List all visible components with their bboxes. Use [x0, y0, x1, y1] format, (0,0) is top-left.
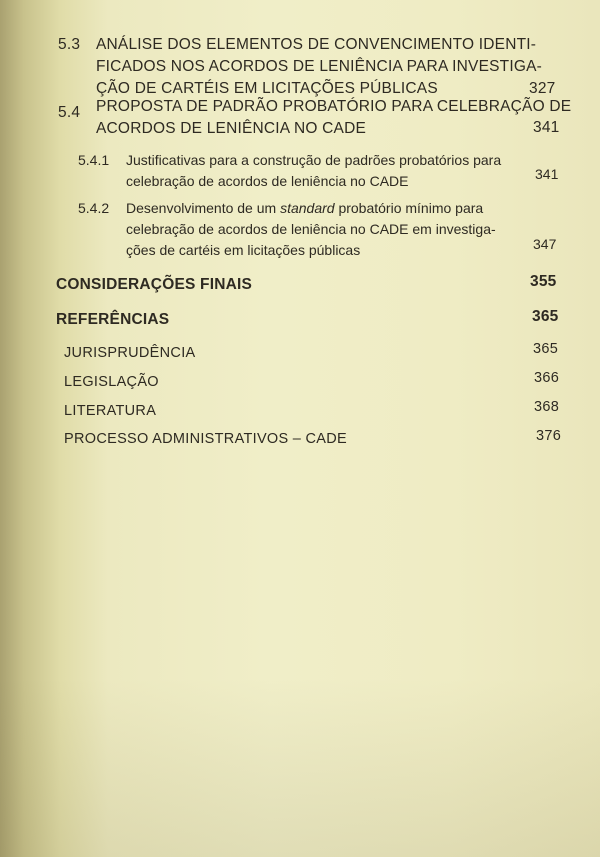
reference-title: JURISPRUDÊNCIA — [64, 345, 196, 361]
title-line: celebração de acordos de leniência no CADE em investiga- — [126, 221, 496, 237]
title-line: PROPOSTA DE PADRÃO PROBATÓRIO PARA CELEBRAÇÃO DE — [96, 98, 572, 115]
section-title — [126, 198, 496, 261]
title-line: ANÁLISE DOS ELEMENTOS DE CONVENCIMENTO IDENTI- — [96, 36, 537, 53]
title-line: Justificativas para a construção de padrões probatórios para — [126, 152, 502, 168]
page-number: 368 — [534, 399, 560, 415]
heading-title: CONSIDERAÇÕES FINAIS — [56, 276, 253, 293]
page-number: 365 — [533, 341, 559, 357]
italic-term: standard — [280, 200, 335, 216]
section-number: 5.4 — [58, 104, 81, 121]
title-line: celebração de acordos de leniência no CADE — [126, 173, 409, 189]
title-line: FICADOS NOS ACORDOS DE LENIÊNCIA PARA INVESTIGA- — [96, 58, 542, 75]
section-title — [96, 96, 571, 140]
heading-title: REFERÊNCIAS — [56, 311, 170, 328]
title-text: probatório mínimo para — [334, 200, 484, 216]
reference-title: LEGISLAÇÃO — [64, 374, 159, 390]
section-number: 5.4.2 — [78, 200, 110, 216]
page-number: 376 — [536, 428, 562, 444]
reference-title: PROCESSO ADMINISTRATIVOS – CADE — [64, 431, 347, 447]
section-title — [126, 150, 501, 192]
page-number: 355 — [530, 273, 557, 290]
title-line — [126, 198, 496, 219]
page-number: 365 — [532, 308, 559, 325]
section-number: 5.3 — [58, 36, 81, 53]
page-number: 341 — [533, 119, 560, 136]
reference-title: LITERATURA — [64, 403, 157, 419]
title-line: ÇÃO DE CARTÉIS EM LICITAÇÕES PÚBLICAS — [96, 80, 438, 97]
title-text: Desenvolvimento de um — [126, 200, 281, 216]
page-number: 327 — [529, 80, 556, 97]
title-line: ções de cartéis em licitações públicas — [126, 242, 361, 258]
title-line: ACORDOS DE LENIÊNCIA NO CADE — [96, 120, 367, 137]
page-number: 341 — [535, 166, 559, 182]
page-number: 347 — [533, 236, 557, 252]
section-number: 5.4.1 — [78, 152, 110, 168]
page-number: 366 — [534, 370, 560, 386]
section-title — [96, 34, 542, 100]
